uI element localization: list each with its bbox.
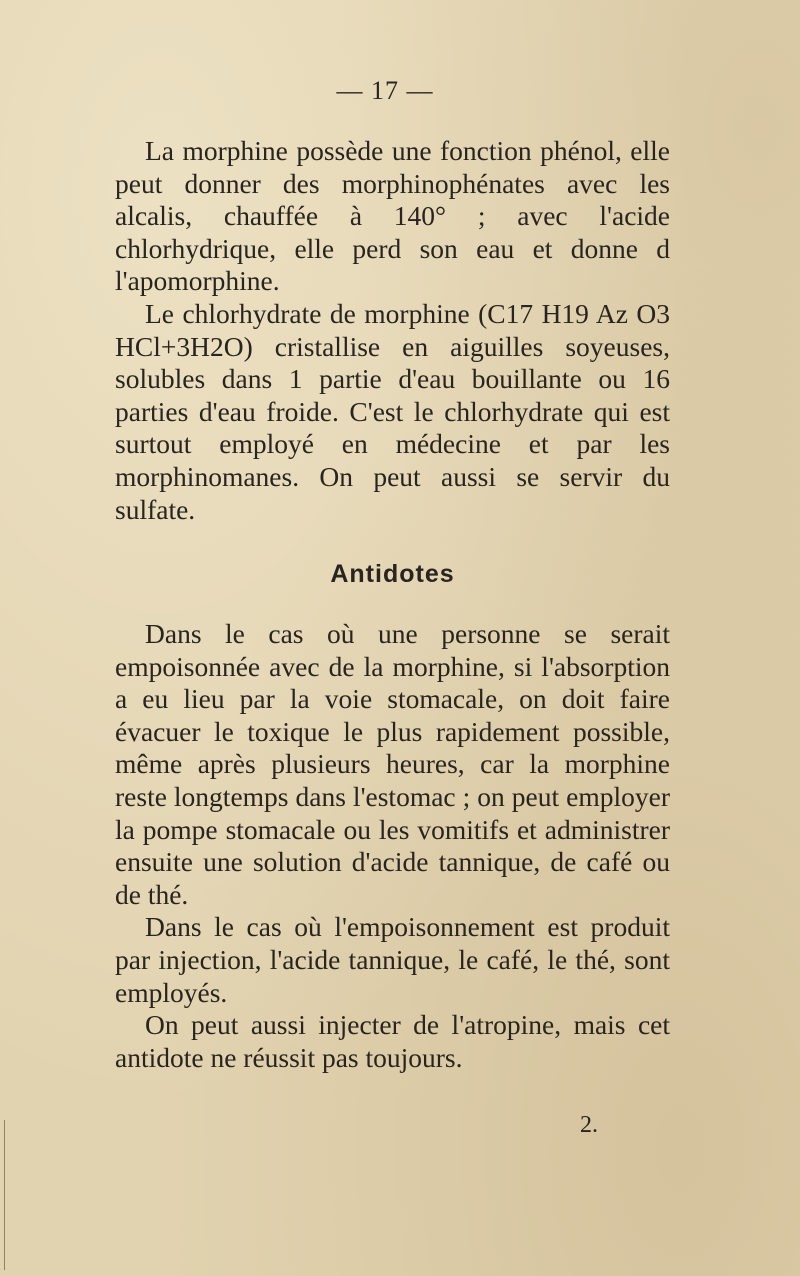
text-block-top [115, 135, 670, 526]
section-heading: Antidotes [330, 560, 455, 588]
page-number: — 17 — [336, 76, 434, 105]
page-edge-line [4, 1120, 5, 1270]
paragraph-stomach-poisoning: Dans le cas où une personne se serait empoisonnée avec de la morphine, si l'absorption a eu lieu par la voie stomacale, on doit faire évacuer le toxique le plus rapidement possible, même après plusieurs heures, car la morphine reste longtemps dans l'estomac ; on peut employer la pompe stomacale ou les vomitifs et administrer ensuite une solution d'acide tannique, de café ou de thé. [115, 618, 670, 910]
paragraph-chlorhydrate: Le chlorhydrate de morphine (C17 H19 Az O3 HCl+3H2O) cristallise en aiguilles soyeuses, solubles dans 1 partie d'eau bouillante ou 16 parties d'eau froide. C'est le chlorhydrate qui est surtout employé en médecine et par les morphinomanes. On peut aussi se servir du sulfate. [115, 297, 670, 525]
paragraph-atropine: On peut aussi injecter de l'atropine, mais cet antidote ne réussit pas toujours. [115, 1009, 670, 1073]
paragraph-morphine-phenol: La morphine possède une fonction phénol, elle peut donner des morphinophénates avec les alcalis, chauffée à 140° ; avec l'acide chlorhydrique, elle perd son eau et donne d l'apomorphine. [115, 135, 670, 297]
signature-mark: 2. [580, 1112, 598, 1138]
text-block-bottom [115, 618, 670, 1074]
paragraph-injection-poisoning: Dans le cas où l'empoisonnement est produit par injection, l'acide tannique, le café, le thé, sont employés. [115, 911, 670, 1008]
